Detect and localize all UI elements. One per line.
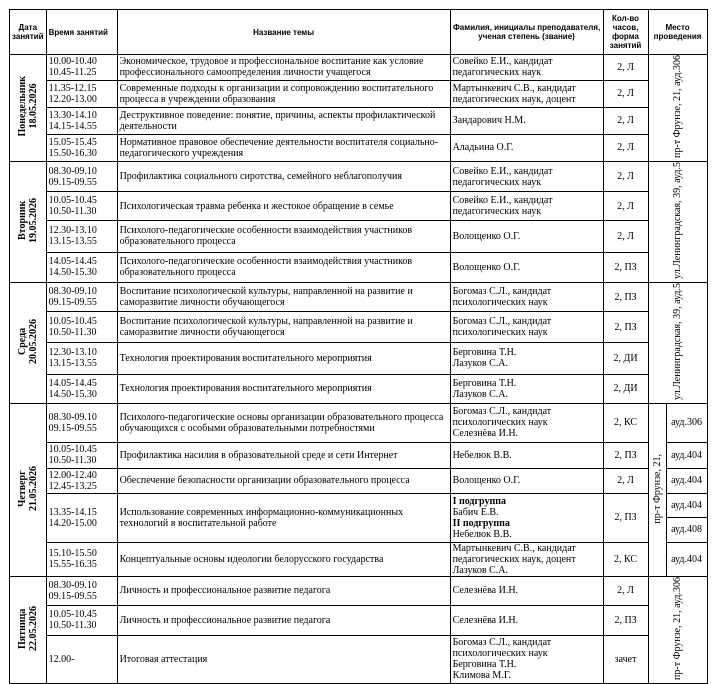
- header-time: Время занятий: [46, 10, 117, 55]
- place-cell: [648, 403, 666, 576]
- lesson-hours: 2, ПЗ: [603, 442, 648, 468]
- lesson-time: [46, 312, 117, 343]
- lesson-time: [46, 403, 117, 442]
- time-slot: 10.45-11.25: [48, 67, 97, 79]
- subgroup-label: I подгруппа: [452, 495, 506, 507]
- time-slot: 10.05-10.45: [48, 444, 97, 456]
- lesson-row: [10, 493, 708, 542]
- lesson-topic: Итоговая аттестация: [117, 635, 450, 683]
- lesson-time: [46, 605, 117, 635]
- day-date: 20.05.2026: [27, 318, 39, 364]
- teacher-line: Лазуков С.А.: [452, 388, 508, 400]
- place-label: пр-т Фрунзе, 21, ауд.306: [672, 576, 684, 680]
- teacher-line: Волощенко О.Г.: [452, 475, 521, 487]
- lesson-topic: Психолого-педагогические особенности взаимодействия участников образовательного процесса: [117, 221, 450, 252]
- place-cell: [648, 55, 707, 162]
- lesson-topic: Деструктивное поведение: понятие, причины, аспекты профилактической деятельности: [117, 107, 450, 134]
- lesson-hours: 2, Л: [603, 134, 648, 161]
- room-cell: [666, 542, 707, 576]
- teacher-line: педагогических наук: [452, 67, 542, 79]
- lesson-topic: Технология проектирования воспитательного мероприятия: [117, 342, 450, 374]
- time-slot: 15.55-16.35: [48, 559, 97, 571]
- day-date: 22.05.2026: [27, 605, 39, 651]
- lesson-time: [46, 576, 117, 605]
- lesson-hours: 2, Л: [603, 161, 648, 191]
- time-slot: 14.20-15.00: [48, 517, 97, 529]
- lesson-teacher: [450, 252, 603, 282]
- time-slot: 08.30-09.10: [48, 286, 97, 298]
- lesson-topic: Профилактика насилия в образовательной среде и сети Интернет: [117, 442, 450, 468]
- teacher-line: Лазуков С.А.: [452, 358, 508, 370]
- subgroup-label: II подгруппа: [452, 517, 510, 529]
- lesson-time: [46, 493, 117, 542]
- time-slot: 14.05-14.45: [48, 256, 97, 268]
- day-name: Вторник: [16, 200, 28, 241]
- lesson-topic: Воспитание психологической культуры, направленной на развитие и саморазвитие личности обучающегося: [117, 312, 450, 343]
- teacher-line: Берговина Т.Н.: [452, 377, 517, 389]
- time-slot: 10.50-11.30: [48, 620, 97, 632]
- lesson-hours: 2, Л: [603, 80, 648, 107]
- teacher-line: Климова М.Г.: [452, 670, 511, 682]
- lesson-row: [10, 161, 708, 191]
- place-label: пр-т Фрунзе, 21, ауд.306: [672, 55, 684, 158]
- day-label: [17, 198, 39, 243]
- lesson-time: [46, 282, 117, 311]
- header-place: Место проведения: [648, 10, 707, 55]
- lesson-hours: 2, Л: [603, 55, 648, 81]
- time-slot: 10.05-10.45: [48, 316, 97, 328]
- lesson-row: [10, 282, 708, 311]
- lesson-hours: 2, Л: [603, 221, 648, 252]
- lesson-hours: 2, ДИ: [603, 374, 648, 403]
- time-slot: 12.45-13.25: [48, 480, 97, 492]
- lesson-row: [10, 374, 708, 403]
- teacher-line: Берговина Т.Н.: [452, 347, 517, 359]
- lesson-teacher: [450, 282, 603, 311]
- lesson-hours: 2, ПЗ: [603, 493, 648, 542]
- lesson-teacher: [450, 374, 603, 403]
- lesson-time: [46, 442, 117, 468]
- lesson-hours: 2, ДИ: [603, 342, 648, 374]
- lesson-row: [10, 605, 708, 635]
- lesson-topic: Психолого-педагогические особенности взаимодействия участников образовательного процесса: [117, 252, 450, 282]
- room-label: ауд.306: [671, 417, 702, 429]
- lesson-topic: Концептуальные основы идеологии белорусского государства: [117, 542, 450, 576]
- time-slot: 12.30-13.10: [48, 225, 97, 237]
- time-slot: 12.20-13.00: [48, 93, 97, 105]
- lesson-row: [10, 468, 708, 493]
- time-slot: 10.05-10.45: [48, 609, 97, 621]
- time-slot: 09.15-09.55: [48, 176, 97, 188]
- header-topic: Название темы: [117, 10, 450, 55]
- teacher-line: педагогических наук: [452, 206, 542, 218]
- lesson-time: [46, 80, 117, 107]
- day-name: Понедельник: [16, 76, 28, 137]
- time-slot: 09.15-09.55: [48, 297, 97, 309]
- subgroup-teacher: Небелюк В.В.: [452, 528, 512, 540]
- lesson-topic: Психолого-педагогические основы организации образовательного процесса обучающихся с особыми образовательными потребностями: [117, 403, 450, 442]
- lesson-row: [10, 542, 708, 576]
- lesson-teacher: [450, 312, 603, 343]
- day-date: 19.05.2026: [27, 197, 39, 243]
- time-slot: 08.30-09.10: [48, 165, 97, 177]
- time-slot: 13.15-13.55: [48, 358, 97, 370]
- teacher-line: Лазуков С.А.: [452, 564, 508, 576]
- day-cell: [10, 576, 47, 683]
- room-cell: [666, 442, 707, 468]
- lesson-teacher: [450, 605, 603, 635]
- time-slot: 13.15-13.55: [48, 236, 97, 248]
- teacher-line: Зандарович Н.М.: [452, 115, 526, 127]
- lesson-teacher: [450, 576, 603, 605]
- lesson-time: [46, 192, 117, 221]
- lesson-time: [46, 542, 117, 576]
- teacher-line: Берговина Т.Н.: [452, 659, 517, 671]
- day-date: 21.05.2026: [27, 465, 39, 511]
- time-slot: 14.50-15.30: [48, 267, 97, 279]
- lesson-hours: 2, Л: [603, 576, 648, 605]
- schedule-table: [9, 9, 708, 684]
- time-slot: 10.50-11.30: [48, 206, 97, 218]
- lesson-row: [10, 80, 708, 107]
- lesson-time: [46, 161, 117, 191]
- place-label: ул.Ленинградская, 39, ауд.5: [672, 282, 684, 400]
- place-cell: [648, 282, 707, 403]
- teacher-line: Аладьина О.Г.: [452, 142, 514, 154]
- lesson-time: [46, 374, 117, 403]
- teacher-line: Мартынкевич С.В., кандидат: [452, 82, 576, 94]
- teacher-line: Селезнёва И.Н.: [452, 428, 519, 440]
- header-row: [10, 10, 708, 55]
- lesson-topic: Экономическое, трудовое и профессиональное воспитание как условие профессионального самоопределения личности учащегося: [117, 55, 450, 81]
- lesson-hours: 2, ПЗ: [603, 252, 648, 282]
- room-label: ауд.404: [671, 500, 702, 512]
- lesson-topic: Профилактика социального сиротства, семейного неблагополучия: [117, 161, 450, 191]
- lesson-teacher: [450, 134, 603, 161]
- lesson-teacher: [450, 468, 603, 493]
- lesson-teacher: [450, 192, 603, 221]
- time-slot: 14.15-14.55: [48, 120, 97, 132]
- lesson-teacher: [450, 80, 603, 107]
- room-label: ауд.404: [671, 475, 702, 487]
- lesson-topic: Обеспечение безопасности организации образовательного процесса: [117, 468, 450, 493]
- time-slot: 12.00-: [48, 653, 75, 665]
- time-slot: 08.30-09.10: [48, 411, 97, 423]
- lesson-hours: 2, Л: [603, 468, 648, 493]
- lesson-hours: 2, ПЗ: [603, 282, 648, 311]
- day-cell: [10, 55, 47, 162]
- lesson-hours: зачет: [603, 635, 648, 683]
- lesson-topic: Технология проектирования воспитательного мероприятия: [117, 374, 450, 403]
- lesson-teacher: [450, 635, 603, 683]
- lesson-teacher: [450, 342, 603, 374]
- day-name: Среда: [16, 327, 28, 355]
- lesson-time: [46, 252, 117, 282]
- lesson-row: [10, 252, 708, 282]
- teacher-line: Небелюк В.В.: [452, 449, 512, 461]
- lesson-teacher: [450, 221, 603, 252]
- day-cell: [10, 161, 47, 282]
- lesson-teacher: [450, 161, 603, 191]
- day-label: [17, 606, 39, 651]
- teacher-line: Богомаз С.Л., кандидат: [452, 637, 552, 649]
- day-label: [17, 76, 39, 137]
- lesson-topic: Современные подходы к организации и сопровождению воспитательного процесса в учреждении образования: [117, 80, 450, 107]
- lesson-time: [46, 342, 117, 374]
- lesson-hours: 2, ПЗ: [603, 312, 648, 343]
- place-cell: [648, 161, 707, 282]
- time-slot: 15.05-15.45: [48, 136, 97, 148]
- time-slot: 08.30-09.10: [48, 579, 97, 591]
- time-slot: 10.50-11.30: [48, 455, 97, 467]
- room-label: ауд.404: [671, 449, 702, 461]
- teacher-line: Селезнёва И.Н.: [452, 585, 519, 597]
- lesson-teacher: [450, 107, 603, 134]
- day-label: [17, 466, 39, 511]
- lesson-teacher: [450, 493, 603, 542]
- lesson-topic: Использование современных информационно-коммуникационных технологий в воспитательной работе: [117, 493, 450, 542]
- teacher-line: Совейко Е.И., кандидат: [452, 56, 553, 68]
- lesson-time: [46, 134, 117, 161]
- time-slot: 10.00-10.40: [48, 56, 97, 68]
- room-cell: [666, 468, 707, 493]
- lesson-hours: 2, Л: [603, 107, 648, 134]
- lesson-teacher: [450, 55, 603, 81]
- place-label: ул.Ленинградская, 39, ауд.5: [672, 161, 684, 279]
- teacher-line: Волощенко О.Г.: [452, 230, 521, 242]
- time-slot: 10.50-11.30: [48, 327, 97, 339]
- teacher-line: Богомаз С.Л., кандидат: [452, 286, 552, 298]
- lesson-hours: 2, Л: [603, 192, 648, 221]
- teacher-line: психологических наук: [452, 417, 548, 429]
- lesson-hours: 2, КС: [603, 403, 648, 442]
- lesson-time: [46, 468, 117, 493]
- lesson-row: [10, 107, 708, 134]
- teacher-line: Совейко Е.И., кандидат: [452, 195, 553, 207]
- room-cell: [666, 403, 707, 442]
- time-slot: 12.30-13.10: [48, 347, 97, 359]
- time-slot: 13.30-14.10: [48, 109, 97, 121]
- subgroup-teacher: Бабич Е.В.: [452, 506, 499, 518]
- lesson-hours: 2, КС: [603, 542, 648, 576]
- teacher-line: Волощенко О.Г.: [452, 261, 521, 273]
- lesson-row: [10, 312, 708, 343]
- time-slot: 15.10-15.50: [48, 548, 97, 560]
- time-slot: 13.35-14.15: [48, 506, 97, 518]
- time-slot: 14.50-15.30: [48, 388, 97, 400]
- lesson-time: [46, 635, 117, 683]
- lesson-topic: Личность и профессиональное развитие педагога: [117, 605, 450, 635]
- lesson-topic: Воспитание психологической культуры, направленной на развитие и саморазвитие личности обучающегося: [117, 282, 450, 311]
- place-cell: [648, 576, 707, 683]
- time-slot: 09.15-09.55: [48, 422, 97, 434]
- lesson-time: [46, 55, 117, 81]
- teacher-line: педагогических наук, доцент: [452, 93, 576, 105]
- lesson-row: [10, 635, 708, 683]
- lesson-teacher: [450, 542, 603, 576]
- lesson-row: [10, 342, 708, 374]
- lesson-topic: Личность и профессиональное развитие педагога: [117, 576, 450, 605]
- lesson-time: [46, 107, 117, 134]
- teacher-line: Богомаз С.Л., кандидат: [452, 316, 552, 328]
- teacher-line: психологических наук: [452, 297, 548, 309]
- day-label: [17, 319, 39, 364]
- teacher-line: психологических наук: [452, 648, 548, 660]
- day-cell: [10, 403, 47, 576]
- lesson-row: [10, 192, 708, 221]
- time-slot: 10.05-10.45: [48, 195, 97, 207]
- teacher-line: Богомаз С.Л., кандидат: [452, 406, 552, 418]
- teacher-line: психологических наук: [452, 327, 548, 339]
- lesson-row: [10, 442, 708, 468]
- teacher-line: Мартынкевич С.В., кандидат: [452, 542, 576, 554]
- room-label: ауд.404: [671, 553, 702, 565]
- schedule-body: [10, 55, 708, 684]
- lesson-teacher: [450, 403, 603, 442]
- lesson-row: [10, 134, 708, 161]
- lesson-row: [10, 576, 708, 605]
- lesson-time: [46, 221, 117, 252]
- time-slot: 15.50-16.30: [48, 147, 97, 159]
- teacher-line: Совейко Е.И., кандидат: [452, 165, 553, 177]
- lesson-teacher: [450, 442, 603, 468]
- day-name: Четверг: [16, 470, 28, 507]
- day-date: 18.05.2026: [27, 83, 39, 129]
- lesson-topic: Нормативное правовое обеспечение деятельности воспитателя социально-педагогического учреждения: [117, 134, 450, 161]
- header-date: Дата занятий: [10, 10, 47, 55]
- time-slot: 11.35-12.15: [48, 82, 97, 94]
- room-cell: [666, 493, 707, 542]
- teacher-line: педагогических наук: [452, 176, 542, 188]
- teacher-line: педагогических наук, доцент: [452, 553, 576, 565]
- place-label: пр-т Фрунзе, 21,: [651, 453, 663, 524]
- day-name: Пятница: [16, 608, 28, 649]
- time-slot: 14.05-14.45: [48, 377, 97, 389]
- lesson-row: [10, 403, 708, 442]
- header-teacher: Фамилия, инициалы преподавателя, ученая степень (звание): [450, 10, 603, 55]
- time-slot: 09.15-09.55: [48, 590, 97, 602]
- lesson-topic: Психологическая травма ребенка и жестокое обращение в семье: [117, 192, 450, 221]
- day-cell: [10, 282, 47, 403]
- teacher-line: Селезнёва И.Н.: [452, 614, 519, 626]
- lesson-hours: 2, ПЗ: [603, 605, 648, 635]
- lesson-row: [10, 55, 708, 81]
- room-label: ауд.408: [667, 517, 707, 541]
- header-hours: Кол-во часов, форма занятий: [603, 10, 648, 55]
- time-slot: 12.00-12.40: [48, 469, 97, 481]
- lesson-row: [10, 221, 708, 252]
